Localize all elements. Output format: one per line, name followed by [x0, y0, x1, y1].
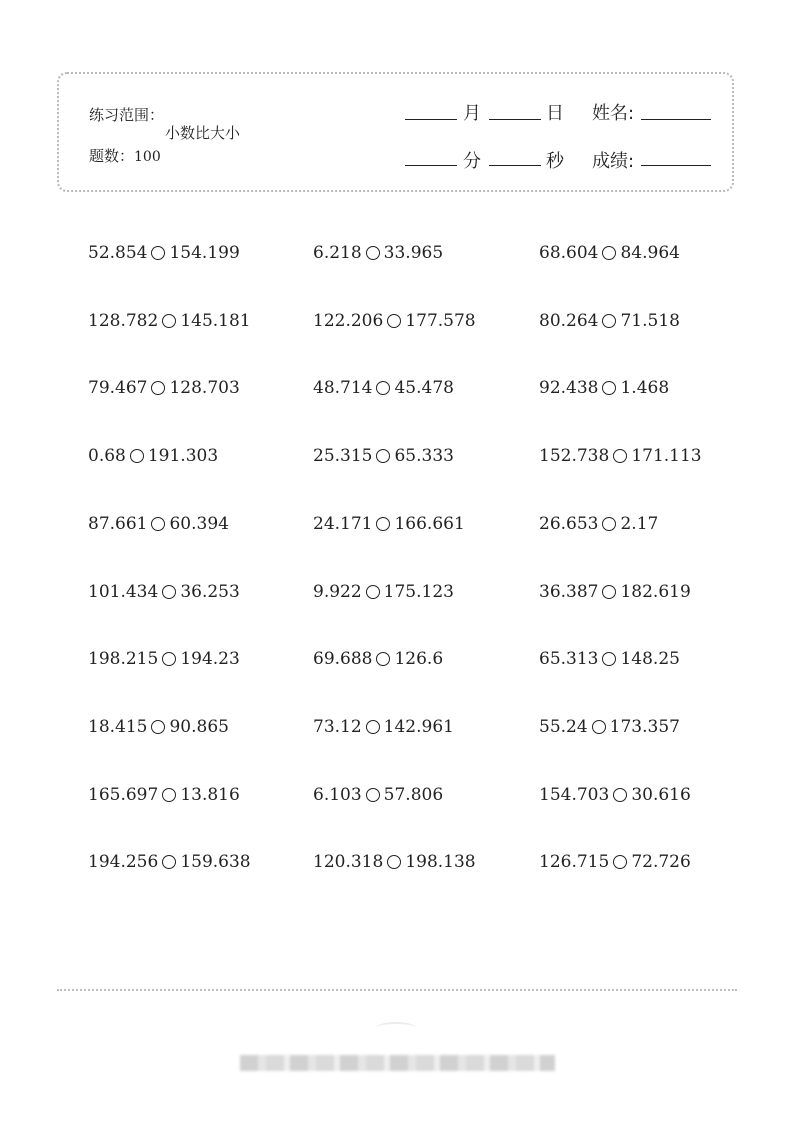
left-number: 154.703	[539, 785, 610, 805]
minute-blank[interactable]	[405, 165, 457, 166]
left-number: 92.438	[539, 378, 599, 398]
comparison-problem	[313, 378, 454, 398]
left-number: 101.434	[88, 582, 159, 602]
minute-label: 分	[463, 151, 481, 172]
answer-circle[interactable]	[151, 517, 165, 531]
comparison-problem	[539, 717, 680, 737]
right-number: 60.394	[169, 514, 229, 534]
comparison-problem	[88, 785, 240, 805]
left-number: 18.415	[88, 717, 148, 737]
right-number: 148.25	[620, 649, 680, 669]
right-number: 145.181	[180, 311, 251, 331]
answer-circle[interactable]	[162, 314, 176, 328]
right-number: 182.619	[620, 582, 691, 602]
comparison-problem	[313, 243, 443, 263]
left-number: 26.653	[539, 514, 599, 534]
answer-circle[interactable]	[366, 246, 380, 260]
answer-circle[interactable]	[162, 652, 176, 666]
answer-circle[interactable]	[602, 517, 616, 531]
answer-circle[interactable]	[602, 314, 616, 328]
range-value: 小数比大小	[165, 124, 241, 142]
left-number: 80.264	[539, 311, 599, 331]
count-label: 题数：	[89, 147, 135, 165]
answer-circle[interactable]	[162, 855, 176, 869]
comparison-problem	[88, 649, 240, 669]
left-number: 165.697	[88, 785, 159, 805]
left-number: 55.24	[539, 717, 588, 737]
answer-circle[interactable]	[602, 381, 616, 395]
comparison-problem	[313, 311, 476, 331]
right-number: 171.113	[631, 446, 702, 466]
answer-circle[interactable]	[366, 788, 380, 802]
comparison-problem	[539, 514, 658, 534]
right-number: 175.123	[383, 582, 454, 602]
left-number: 198.215	[88, 649, 159, 669]
right-number: 173.357	[609, 717, 680, 737]
month-blank[interactable]	[405, 119, 457, 120]
right-number: 2.17	[620, 514, 659, 534]
answer-circle[interactable]	[387, 314, 401, 328]
answer-circle[interactable]	[376, 517, 390, 531]
question-count	[89, 145, 161, 166]
comparison-problem	[313, 852, 476, 872]
answer-circle[interactable]	[162, 788, 176, 802]
right-number: 177.578	[405, 311, 476, 331]
answer-circle[interactable]	[376, 449, 390, 463]
footer-logo	[376, 1022, 416, 1034]
left-number: 126.715	[539, 852, 610, 872]
worksheet-header	[57, 72, 734, 192]
comparison-problem	[313, 514, 465, 534]
right-number: 166.661	[394, 514, 465, 534]
right-number: 1.468	[620, 378, 670, 398]
comparison-problem	[313, 582, 454, 602]
left-number: 87.661	[88, 514, 148, 534]
comparison-problem	[313, 446, 454, 466]
count-value: 100	[134, 149, 161, 165]
right-number: 142.961	[383, 717, 454, 737]
left-number: 128.782	[88, 311, 159, 331]
left-number: 152.738	[539, 446, 610, 466]
footer-blurred-text	[240, 1055, 555, 1071]
answer-circle[interactable]	[151, 720, 165, 734]
comparison-problem	[88, 378, 240, 398]
left-number: 36.387	[539, 582, 599, 602]
right-number: 194.23	[180, 649, 240, 669]
right-number: 13.816	[180, 785, 240, 805]
right-number: 84.964	[620, 243, 680, 263]
right-number: 159.638	[180, 852, 251, 872]
left-number: 120.318	[313, 852, 384, 872]
comparison-problem	[539, 582, 691, 602]
comparison-problem	[539, 852, 691, 872]
second-blank[interactable]	[489, 165, 541, 166]
right-number: 128.703	[169, 378, 240, 398]
right-number: 30.616	[631, 785, 691, 805]
answer-circle[interactable]	[376, 652, 390, 666]
answer-circle[interactable]	[130, 449, 144, 463]
left-number: 68.604	[539, 243, 599, 263]
comparison-problem	[88, 243, 240, 263]
comparison-problem	[88, 717, 229, 737]
comparison-problem	[539, 378, 669, 398]
answer-circle[interactable]	[602, 246, 616, 260]
range-label: 练习范围：	[89, 106, 165, 124]
comparison-problem	[88, 514, 229, 534]
answer-circle[interactable]	[151, 246, 165, 260]
right-number: 65.333	[394, 446, 454, 466]
day-label: 日	[546, 103, 564, 124]
right-number: 126.6	[394, 649, 444, 669]
left-number: 25.315	[313, 446, 373, 466]
left-number: 6.103	[313, 785, 362, 805]
footer-divider	[57, 989, 737, 991]
left-number: 122.206	[313, 311, 384, 331]
answer-circle[interactable]	[151, 381, 165, 395]
right-number: 90.865	[169, 717, 229, 737]
name-blank[interactable]	[641, 119, 711, 120]
comparison-problem	[313, 649, 443, 669]
answer-circle[interactable]	[366, 720, 380, 734]
left-number: 48.714	[313, 378, 373, 398]
answer-circle[interactable]	[602, 652, 616, 666]
answer-circle[interactable]	[592, 720, 606, 734]
comparison-problem	[539, 446, 702, 466]
left-number: 194.256	[88, 852, 159, 872]
left-number: 65.313	[539, 649, 599, 669]
comparison-problem	[88, 446, 218, 466]
answer-circle[interactable]	[602, 585, 616, 599]
score-label: 成绩:	[592, 151, 635, 172]
left-number: 69.688	[313, 649, 373, 669]
answer-circle[interactable]	[366, 585, 380, 599]
second-label: 秒	[546, 151, 564, 172]
answer-circle[interactable]	[613, 449, 627, 463]
name-label: 姓名:	[592, 103, 635, 124]
left-number: 73.12	[313, 717, 362, 737]
month-label: 月	[463, 103, 481, 124]
right-number: 57.806	[383, 785, 444, 805]
answer-circle[interactable]	[376, 381, 390, 395]
left-number: 9.922	[313, 582, 362, 602]
comparison-problem	[88, 582, 240, 602]
comparison-problem	[88, 852, 251, 872]
comparison-problem	[313, 717, 454, 737]
right-number: 36.253	[180, 582, 240, 602]
comparison-problem	[313, 785, 443, 805]
left-number: 6.218	[313, 243, 362, 263]
comparison-problem	[539, 649, 680, 669]
comparison-problem	[539, 785, 691, 805]
left-number: 24.171	[313, 514, 373, 534]
answer-circle[interactable]	[613, 855, 627, 869]
right-number: 191.303	[147, 446, 219, 466]
comparison-problem	[88, 311, 251, 331]
left-number: 79.467	[88, 378, 148, 398]
right-number: 45.478	[394, 378, 454, 398]
comparison-problem	[539, 243, 680, 263]
left-number: 52.854	[88, 243, 148, 263]
answer-circle[interactable]	[387, 855, 401, 869]
left-number: 0.68	[88, 446, 126, 466]
score-blank[interactable]	[641, 165, 711, 166]
comparison-problem	[539, 311, 680, 331]
right-number: 71.518	[620, 311, 680, 331]
answer-circle[interactable]	[613, 788, 627, 802]
day-blank[interactable]	[489, 119, 541, 120]
right-number: 198.138	[405, 852, 476, 872]
right-number: 154.199	[169, 243, 240, 263]
right-number: 33.965	[383, 243, 444, 263]
right-number: 72.726	[631, 852, 691, 872]
answer-circle[interactable]	[162, 585, 176, 599]
